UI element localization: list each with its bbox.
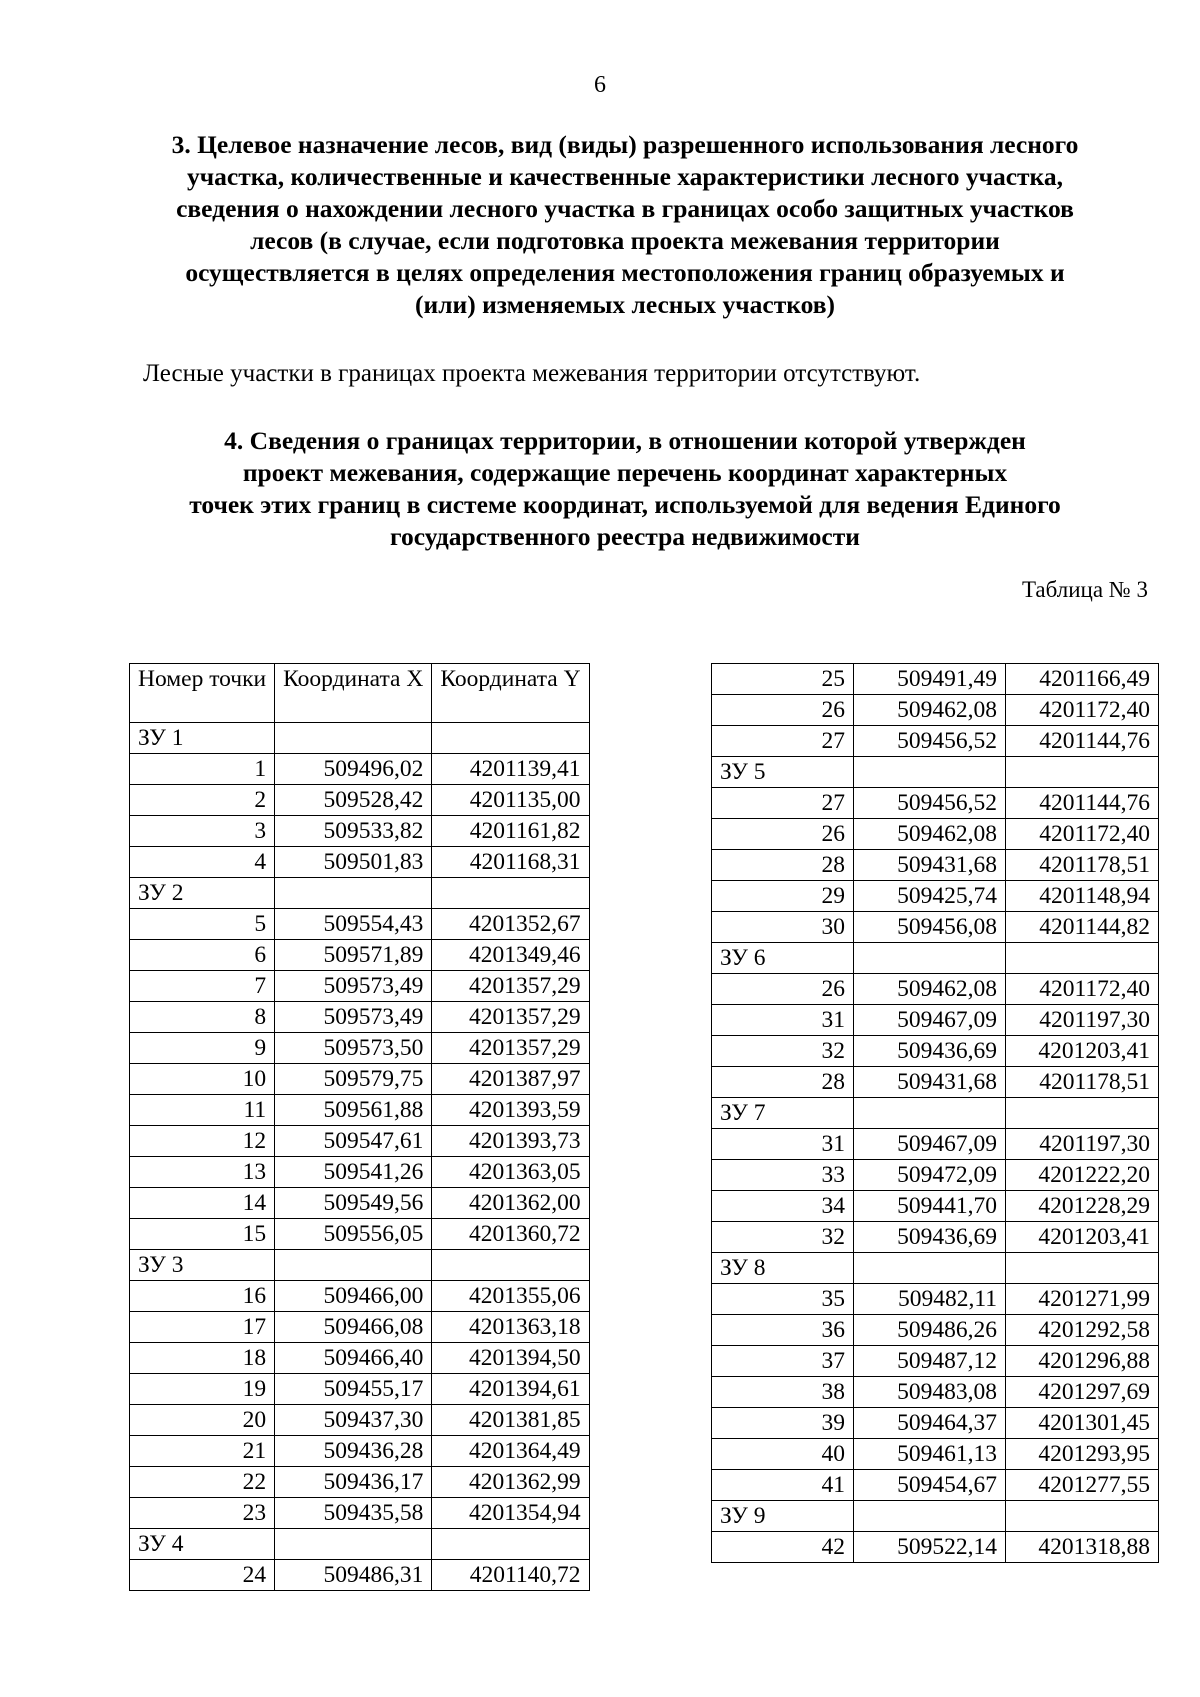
coordinate-x: 509441,70: [854, 1191, 1006, 1222]
coordinate-x: 509556,05: [275, 1219, 432, 1250]
land-plot-label: ЗУ 5: [712, 757, 854, 788]
heading-line: участка, количественные и качественные характеристики лесного участка,: [187, 162, 1063, 191]
point-number: 16: [130, 1281, 275, 1312]
coordinate-x: 509491,49: [854, 664, 1006, 695]
empty-cell: [854, 1098, 1006, 1129]
table-row: [130, 1436, 590, 1467]
coordinate-x: 509461,13: [854, 1439, 1006, 1470]
coordinate-x: 509436,69: [854, 1036, 1006, 1067]
coordinate-y: 4201293,95: [1006, 1439, 1159, 1470]
heading-line: (или) изменяемых лесных участков): [415, 290, 835, 319]
coordinate-y: 4201228,29: [1006, 1191, 1159, 1222]
point-number: 37: [712, 1346, 854, 1377]
page-number: 6: [594, 72, 606, 98]
group-row: [130, 1250, 590, 1281]
coordinate-y: 4201178,51: [1006, 850, 1159, 881]
table-row: [712, 1005, 1159, 1036]
coordinate-y: 4201357,29: [432, 971, 589, 1002]
coordinate-y: 4201222,20: [1006, 1160, 1159, 1191]
point-number: 32: [712, 1222, 854, 1253]
point-number: 28: [712, 850, 854, 881]
point-number: 25: [712, 664, 854, 695]
coordinate-y: 4201352,67: [432, 909, 589, 940]
empty-cell: [854, 757, 1006, 788]
coordinate-x: 509573,50: [275, 1033, 432, 1064]
coordinate-y: 4201296,88: [1006, 1346, 1159, 1377]
point-number: 26: [712, 819, 854, 850]
point-number: 28: [712, 1067, 854, 1098]
coordinate-y: 4201271,99: [1006, 1284, 1159, 1315]
table-row: [712, 1532, 1159, 1563]
coordinate-x: 509472,09: [854, 1160, 1006, 1191]
point-number: 31: [712, 1129, 854, 1160]
point-number: 11: [130, 1095, 275, 1126]
point-number: 17: [130, 1312, 275, 1343]
group-row: [130, 1529, 590, 1560]
point-number: 42: [712, 1532, 854, 1563]
group-row: [712, 757, 1159, 788]
coordinate-x: 509456,08: [854, 912, 1006, 943]
coordinate-y: 4201318,88: [1006, 1532, 1159, 1563]
point-number: 12: [130, 1126, 275, 1157]
point-number: 22: [130, 1467, 275, 1498]
empty-cell: [1006, 1098, 1159, 1129]
land-plot-label: ЗУ 3: [130, 1250, 275, 1281]
table-row: [712, 1129, 1159, 1160]
coordinate-y: 4201197,30: [1006, 1005, 1159, 1036]
table-row: [712, 1160, 1159, 1191]
coordinate-y: 4201139,41: [432, 754, 589, 785]
point-number: 27: [712, 788, 854, 819]
empty-cell: [432, 878, 589, 909]
coordinate-x: 509541,26: [275, 1157, 432, 1188]
point-number: 18: [130, 1343, 275, 1374]
point-number: 2: [130, 785, 275, 816]
land-plot-label: ЗУ 9: [712, 1501, 854, 1532]
coordinate-y: 4201144,76: [1006, 788, 1159, 819]
coordinate-y: 4201364,49: [432, 1436, 589, 1467]
coordinate-x: 509454,67: [854, 1470, 1006, 1501]
coordinate-x: 509436,69: [854, 1222, 1006, 1253]
coordinate-x: 509561,88: [275, 1095, 432, 1126]
coordinate-x: 509571,89: [275, 940, 432, 971]
table-row: [130, 1312, 590, 1343]
table-header-row: [130, 664, 590, 723]
coordinate-y: 4201197,30: [1006, 1129, 1159, 1160]
table-row: [130, 1498, 590, 1529]
land-plot-label: ЗУ 8: [712, 1253, 854, 1284]
table-row: [130, 1374, 590, 1405]
coordinate-x: 509466,40: [275, 1343, 432, 1374]
coordinate-x: 509496,02: [275, 754, 432, 785]
coordinate-x: 509547,61: [275, 1126, 432, 1157]
heading-line: 4. Сведения о границах территории, в отношении которой утвержден: [224, 426, 1026, 455]
table-row: [712, 1439, 1159, 1470]
coordinate-x: 509486,26: [854, 1315, 1006, 1346]
point-number: 10: [130, 1064, 275, 1095]
coordinate-x: 509436,17: [275, 1467, 432, 1498]
heading-line: сведения о нахождении лесного участка в границах особо защитных участков: [176, 194, 1074, 223]
land-plot-label: ЗУ 7: [712, 1098, 854, 1129]
coordinate-x: 509483,08: [854, 1377, 1006, 1408]
group-row: [712, 1098, 1159, 1129]
table-row: [130, 754, 590, 785]
coordinate-y: 4201166,49: [1006, 664, 1159, 695]
coordinate-y: 4201394,50: [432, 1343, 589, 1374]
coordinate-x: 509486,31: [275, 1560, 432, 1591]
header-point-number: Номер точки: [130, 664, 275, 723]
coordinate-x: 509456,52: [854, 726, 1006, 757]
point-number: 41: [712, 1470, 854, 1501]
coordinate-x: 509533,82: [275, 816, 432, 847]
coordinate-y: 4201140,72: [432, 1560, 589, 1591]
coordinate-y: 4201354,94: [432, 1498, 589, 1529]
table-row: [130, 1157, 590, 1188]
point-number: 5: [130, 909, 275, 940]
heading-line: государственного реестра недвижимости: [390, 522, 860, 551]
coordinate-y: 4201393,59: [432, 1095, 589, 1126]
coordinate-y: 4201277,55: [1006, 1470, 1159, 1501]
table-row: [130, 909, 590, 940]
coordinate-x: 509466,08: [275, 1312, 432, 1343]
point-number: 15: [130, 1219, 275, 1250]
table-row: [130, 816, 590, 847]
coordinates-table-right: [711, 663, 1159, 1563]
coordinate-x: 509455,17: [275, 1374, 432, 1405]
table-row: [712, 1470, 1159, 1501]
point-number: 27: [712, 726, 854, 757]
table-row: [712, 788, 1159, 819]
point-number: 31: [712, 1005, 854, 1036]
table-row: [130, 1095, 590, 1126]
table-row: [130, 1281, 590, 1312]
coordinate-x: 509425,74: [854, 881, 1006, 912]
empty-cell: [1006, 943, 1159, 974]
point-number: 32: [712, 1036, 854, 1067]
table-row: [130, 1219, 590, 1250]
point-number: 3: [130, 816, 275, 847]
point-number: 14: [130, 1188, 275, 1219]
coordinate-x: 509487,12: [854, 1346, 1006, 1377]
table-row: [712, 1036, 1159, 1067]
coordinates-table-left: [129, 663, 590, 1591]
coordinate-x: 509554,43: [275, 909, 432, 940]
coordinate-y: 4201349,46: [432, 940, 589, 971]
group-row: [712, 943, 1159, 974]
table-row: [712, 1067, 1159, 1098]
table-row: [712, 819, 1159, 850]
point-number: 30: [712, 912, 854, 943]
point-number: 1: [130, 754, 275, 785]
table-row: [130, 1002, 590, 1033]
heading-line: точек этих границ в системе координат, используемой для ведения Единого: [189, 490, 1061, 519]
empty-cell: [854, 1501, 1006, 1532]
coordinate-y: 4201203,41: [1006, 1222, 1159, 1253]
point-number: 20: [130, 1405, 275, 1436]
coordinate-y: 4201168,31: [432, 847, 589, 878]
point-number: 34: [712, 1191, 854, 1222]
coordinate-x: 509573,49: [275, 971, 432, 1002]
coordinate-x: 509462,08: [854, 974, 1006, 1005]
table-row: [712, 1191, 1159, 1222]
empty-cell: [432, 1529, 589, 1560]
coordinate-y: 4201292,58: [1006, 1315, 1159, 1346]
empty-cell: [854, 1253, 1006, 1284]
coordinate-y: 4201394,61: [432, 1374, 589, 1405]
section-3-heading: [110, 129, 1140, 321]
point-number: 36: [712, 1315, 854, 1346]
coordinate-y: 4201301,45: [1006, 1408, 1159, 1439]
coordinate-x: 509467,09: [854, 1005, 1006, 1036]
empty-cell: [1006, 757, 1159, 788]
coordinate-y: 4201363,18: [432, 1312, 589, 1343]
coordinate-x: 509466,00: [275, 1281, 432, 1312]
point-number: 35: [712, 1284, 854, 1315]
table-row: [130, 1405, 590, 1436]
table-row: [130, 1343, 590, 1374]
coordinate-y: 4201357,29: [432, 1033, 589, 1064]
coordinate-x: 509522,14: [854, 1532, 1006, 1563]
table-row: [712, 912, 1159, 943]
coordinate-y: 4201203,41: [1006, 1036, 1159, 1067]
coordinate-y: 4201360,72: [432, 1219, 589, 1250]
table-row: [712, 850, 1159, 881]
empty-cell: [275, 878, 432, 909]
coordinate-y: 4201135,00: [432, 785, 589, 816]
coordinate-x: 509501,83: [275, 847, 432, 878]
empty-cell: [1006, 1501, 1159, 1532]
table-row: [130, 971, 590, 1002]
point-number: 24: [130, 1560, 275, 1591]
group-row: [130, 723, 590, 754]
coordinate-x: 509528,42: [275, 785, 432, 816]
table-row: [712, 974, 1159, 1005]
coordinate-y: 4201393,73: [432, 1126, 589, 1157]
coordinate-y: 4201363,05: [432, 1157, 589, 1188]
point-number: 33: [712, 1160, 854, 1191]
point-number: 19: [130, 1374, 275, 1405]
point-number: 6: [130, 940, 275, 971]
land-plot-label: ЗУ 6: [712, 943, 854, 974]
coordinate-y: 4201144,82: [1006, 912, 1159, 943]
section-4-heading: [110, 425, 1140, 553]
heading-line: проект межевания, содержащие перечень координат характерных: [242, 458, 1008, 487]
table-row: [130, 847, 590, 878]
table-row: [712, 726, 1159, 757]
coordinate-y: 4201387,97: [432, 1064, 589, 1095]
point-number: 29: [712, 881, 854, 912]
coordinate-x: 509462,08: [854, 695, 1006, 726]
coordinate-x: 509456,52: [854, 788, 1006, 819]
header-coordinate-x: Координата X: [275, 664, 432, 723]
coordinate-y: 4201381,85: [432, 1405, 589, 1436]
header-coordinate-y: Координата Y: [432, 664, 589, 723]
point-number: 4: [130, 847, 275, 878]
coordinate-y: 4201172,40: [1006, 819, 1159, 850]
point-number: 23: [130, 1498, 275, 1529]
heading-line: лесов (в случае, если подготовка проекта межевания территории: [250, 226, 1000, 255]
coordinate-y: 4201355,06: [432, 1281, 589, 1312]
coordinate-x: 509437,30: [275, 1405, 432, 1436]
group-row: [712, 1253, 1159, 1284]
empty-cell: [275, 723, 432, 754]
coordinate-x: 509482,11: [854, 1284, 1006, 1315]
coordinate-x: 509435,58: [275, 1498, 432, 1529]
coordinate-y: 4201357,29: [432, 1002, 589, 1033]
table-row: [712, 1315, 1159, 1346]
point-number: 21: [130, 1436, 275, 1467]
point-number: 13: [130, 1157, 275, 1188]
table-row: [130, 1064, 590, 1095]
point-number: 39: [712, 1408, 854, 1439]
empty-cell: [432, 1250, 589, 1281]
coordinate-x: 509436,28: [275, 1436, 432, 1467]
table-row: [712, 1346, 1159, 1377]
coordinate-y: 4201161,82: [432, 816, 589, 847]
heading-line: 3. Целевое назначение лесов, вид (виды) разрешенного использования лесного: [171, 130, 1079, 159]
coordinate-x: 509464,37: [854, 1408, 1006, 1439]
coordinate-y: 4201172,40: [1006, 695, 1159, 726]
point-number: 26: [712, 695, 854, 726]
table-row: [130, 1188, 590, 1219]
table-row: [712, 1377, 1159, 1408]
table-row: [130, 1033, 590, 1064]
table-row: [130, 785, 590, 816]
empty-cell: [275, 1250, 432, 1281]
point-number: 26: [712, 974, 854, 1005]
point-number: 9: [130, 1033, 275, 1064]
point-number: 38: [712, 1377, 854, 1408]
empty-cell: [275, 1529, 432, 1560]
point-number: 40: [712, 1439, 854, 1470]
land-plot-label: ЗУ 2: [130, 878, 275, 909]
heading-line: осуществляется в целях определения местоположения границ образуемых и: [185, 258, 1065, 287]
land-plot-label: ЗУ 4: [130, 1529, 275, 1560]
table-row: [130, 1467, 590, 1498]
empty-cell: [1006, 1253, 1159, 1284]
coordinate-y: 4201297,69: [1006, 1377, 1159, 1408]
empty-cell: [432, 723, 589, 754]
table-row: [712, 1408, 1159, 1439]
coordinate-x: 509431,68: [854, 1067, 1006, 1098]
land-plot-label: ЗУ 1: [130, 723, 275, 754]
coordinate-x: 509431,68: [854, 850, 1006, 881]
table-caption: Таблица № 3: [1021, 577, 1148, 602]
table-row: [712, 664, 1159, 695]
table-row: [712, 1222, 1159, 1253]
table-row: [712, 1284, 1159, 1315]
table-row: [712, 881, 1159, 912]
group-row: [130, 878, 590, 909]
coordinate-x: 509549,56: [275, 1188, 432, 1219]
point-number: 7: [130, 971, 275, 1002]
section-3-text: Лесные участки в границах проекта межевания территории отсутствуют.: [143, 360, 921, 387]
coordinate-y: 4201362,99: [432, 1467, 589, 1498]
coordinate-x: 509467,09: [854, 1129, 1006, 1160]
empty-cell: [854, 943, 1006, 974]
coordinate-y: 4201148,94: [1006, 881, 1159, 912]
group-row: [712, 1501, 1159, 1532]
coordinate-x: 509573,49: [275, 1002, 432, 1033]
table-row: [130, 1560, 590, 1591]
coordinate-x: 509462,08: [854, 819, 1006, 850]
table-row: [130, 940, 590, 971]
coordinate-y: 4201172,40: [1006, 974, 1159, 1005]
coordinate-x: 509579,75: [275, 1064, 432, 1095]
coordinate-y: 4201362,00: [432, 1188, 589, 1219]
table-row: [712, 695, 1159, 726]
point-number: 8: [130, 1002, 275, 1033]
coordinate-y: 4201178,51: [1006, 1067, 1159, 1098]
coordinate-y: 4201144,76: [1006, 726, 1159, 757]
table-row: [130, 1126, 590, 1157]
